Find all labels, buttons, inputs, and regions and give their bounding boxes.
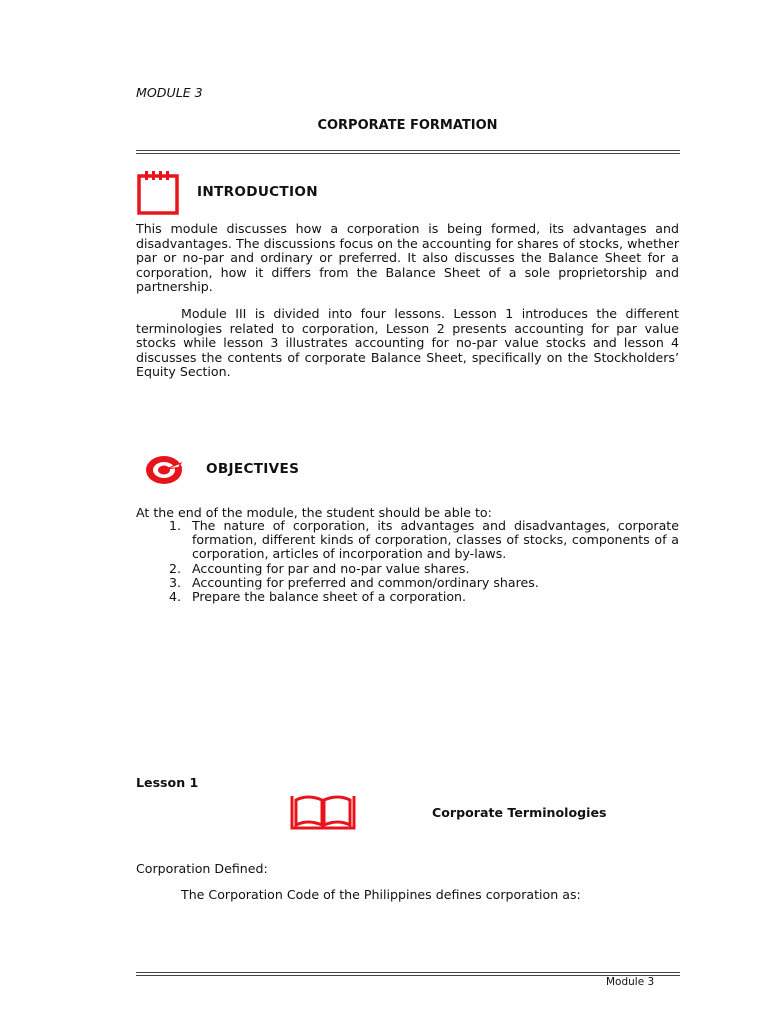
list-item: 4. Prepare the balance sheet of a corporation. [168,589,467,605]
list-item: 3. Accounting for preferred and common/ordinary shares. [168,574,539,590]
corporation-code-sentence: The Corporation Code of the Philippines defines corporation as: [181,887,581,902]
objectives-intro: At the end of the module, the student should be able to: [136,505,492,520]
objectives-list [136,519,679,604]
introduction-paragraph-1: This module discusses how a corporation is being formed, its advantages and disadvantages. The discussions focus on the accounting for shares of stocks, whether par or no-par and ordinary or preferred. It also discusses the Balance Sheet for a corporation, how it differs from the Balance Sheet of a sole proprietorship and partnership. [136,221,679,295]
header-divider [136,150,680,151]
footer-divider [136,972,680,973]
introduction-paragraph-2: Module III is divided into four lessons. Lesson 1 introduces the different terminologies related to corporation, Lesson 2 presents accounting for par value stocks while lesson 3 illustrates accounting for no-par value stocks and lesson 4 discusses the contents of corporate Balance Sheet, specifically on the Stockholders’ Equity Section. [136,306,679,380]
document-title: CORPORATE FORMATION [317,118,498,133]
list-item: 2. Accounting for par and no-par value shares. [168,560,470,576]
notepad-icon [136,170,182,216]
module-label: MODULE 3 [136,85,203,100]
list-item: 1. The nature of corporation, its advantages and disadvantages, corporate formation, different kinds of corporation, classes of stocks, components of a corporation, articles of incorporation and by-laws. [168,518,679,562]
lesson-title: Corporate Terminologies [432,805,607,820]
footer-label: Module 3 [606,976,655,988]
lesson-label: Lesson 1 [136,775,199,790]
objectives-heading: OBJECTIVES [206,461,300,477]
header-divider-second [136,153,680,154]
target-icon [144,453,184,487]
footer-divider-second [136,975,680,976]
introduction-heading: INTRODUCTION [197,184,318,200]
open-book-icon [288,792,358,832]
corporation-defined-heading: Corporation Defined: [136,861,268,876]
